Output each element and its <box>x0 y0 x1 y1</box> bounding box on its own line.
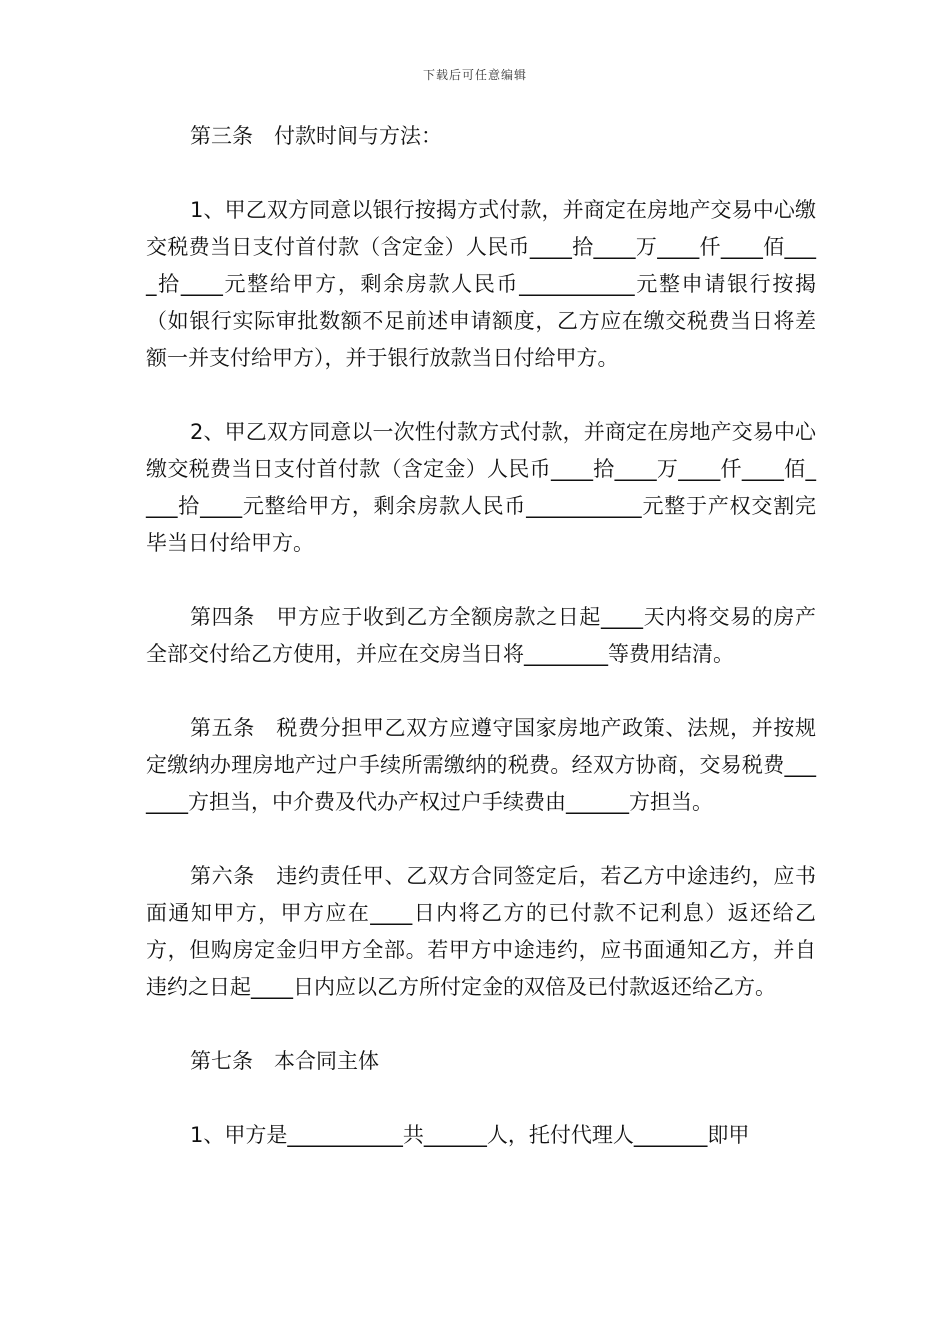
article-7-clause-1: 1、甲方是___________共______人，托付代理人_______即甲 <box>190 1123 750 1147</box>
document-body <box>146 118 816 1154</box>
article-7-heading: 第七条 本合同主体 <box>190 1049 379 1073</box>
article-6: 第六条 违约责任甲、乙双方合同签定后，若乙方中途违约，应书面通知甲方，甲方应在____日内将乙方的已付款不记利息）返还给乙方，但购房定金归甲方全部。若甲方中途违约，应书面通知乙方，并自违约之日起____日内应以乙方所付定金的双倍及已付款返还给乙方。 <box>146 864 816 999</box>
article-3-clause-2: 2、甲乙双方同意以一次性付款方式付款，并商定在房地产交易中心缴交税费当日支付首付款（含定金）人民币____拾____万____仟____佰____拾____元整给甲方，剩余房款人民币___________元整于产权交割完毕当日付给甲方。 <box>146 420 816 555</box>
article-3-heading: 第三条 付款时间与方法： <box>190 124 442 148</box>
article-4: 第四条 甲方应于收到乙方全额房款之日起____天内将交易的房产全部交付给乙方使用，并应在交房当日将________等费用结清。 <box>146 605 816 666</box>
article-5: 第五条 税费分担甲乙双方应遵守国家房地产政策、法规，并按规定缴纳办理房地产过户手续所需缴纳的税费。经双方协商，交易税费_______方担当，中介费及代办产权过户手续费由______方担当。 <box>146 716 816 814</box>
article-3-clause-1: 1、甲乙双方同意以银行按揭方式付款，并商定在房地产交易中心缴交税费当日支付首付款（含定金）人民币____拾____万____仟____佰____拾____元整给甲方，剩余房款人民币___________元整申请银行按揭（如银行实际审批数额不足前述申请额度，乙方应在缴交税费当日将差额一并支付给甲方），并于银行放款当日付给甲方。 <box>146 198 816 370</box>
page-header: 下载后可任意编辑 <box>422 68 527 82</box>
